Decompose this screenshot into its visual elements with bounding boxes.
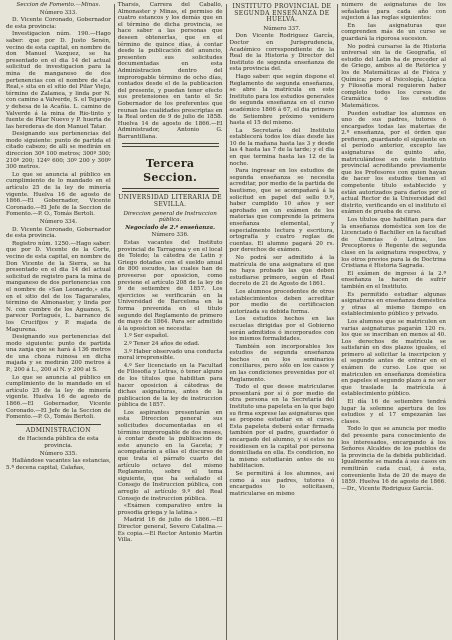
paragraph: número de asignaturas de los señaladas para cada año con sujecion á las reglas siguientes:	[341, 2, 447, 22]
paragraph: Todo el que desee matricularse presentará por sí ó por medio de otra persona en la Secretaría del Instituto una papeleta en la que bajo su firma exprese las asignaturas que se propone estudiar en el curso. Esta papeleta deberá estar firmada también por el padre, guardador ó encargado del alumno, y si estos no residiesen en la capital por persona domiciliada en ella. Es condicion, no la mismo estudiarán antes de su habilitacion.	[229, 384, 335, 470]
paragraph: Lo que se anuncia al público en cumplimiento de lo mandado en el artículo 25 de la ley de minería vigente. Huelva 16 de agosto de 1866.—El Gobernador, Vicente Coronado.—El Jefe de la Seccion de Fomento.—P. O., Tomás Bertoli.	[6, 374, 111, 421]
paragraph: Para ingresar en los estudios de segunda enseñanza se necesita acreditar, por medio de la partida de bautismo, que se acompañará á la solicitud en papel del sello 9.º, haber cumplido 10 años y ser aprobado en un exámen de los materias que comprende la primera enseñanza elemental, y especialmente lectura y escritura, ortografía y cuatro reglas de cuentas. El alumno pagará 20 rs. por derechos de exámen.	[229, 168, 335, 254]
section-subheading: de Hacienda pública de esta provincia.	[18, 436, 99, 449]
paragraph: Es permitido estudiar algunas asignaturas en enseñanza doméstica y otras al mismo tiempo en establecimiento público y privado.	[341, 291, 447, 318]
section-heading: ADMINISTRACION	[25, 426, 91, 434]
paragraph: No podrá ser admitido á la matrícula de una asignatura el que no haya probado las que deben estudiarse primero, según el Real decreto de 21 de Agosto de 1861.	[229, 254, 335, 288]
double-divider	[122, 143, 219, 147]
section-title: Tercera Seccion.	[143, 157, 198, 185]
paragraph: Registro núm. 1250.—Hago saber: que por D. Vicente de la Corte, vecino de esta capital, en nombre de Don Vicente de la Sierra, se ha presentado en el dia 14 del actual solicitud de registro para la mina de manganeso de dos pertenencias con el nombre de «San Leonardo,» sita en el sitio del de los Tagararales, término de Almonaster, y linda por N. con cumbre de los Aguanos, S. parecer Portugués, L. barranco de los Crucifijos y P. majada de Magurena.	[6, 240, 111, 333]
article-number: Número 336.	[151, 232, 189, 239]
paragraph: Designando sus pertenencias del modo siguiente: punto de partida una zanja que se hará á 136 metros de una choza ruinosa en dicha majada y se medirán 200 metros á P., 200 á L., 200 al N. y 200 al S.	[6, 334, 111, 374]
paragraph: D. Vicente Coronado, Gobernador de esta provincia:	[6, 17, 111, 30]
paragraph: No podrá cursarse la de Historia universal sin la de Geografía, el estudio del Latin ha de preceder al de Griego, ambos al de Retórica y los de Matemáticas al de Física y Química; pero el Psicología, Lógica y Filosofía moral requieren haber completo todos los cursos de Gramática ó los estudios Matemáticos.	[341, 43, 447, 109]
article-number: Número 334.	[39, 219, 78, 225]
paragraph: Los títulos que habilitan para dar la enseñanza doméstica son los de Licenciado ó Bachiller en la facultad de Ciencias ó Letras, los Preceptores ó Regente de segunda clase en la asignatura respectiva, y los otros previos para la de Doctrina Cristiana é Historia Sagrada.	[341, 217, 447, 270]
paragraph: Los estudios hechos en las escuelas dirigidas por el Gobierno serán admitidos ó incorporados con los mismos formalidades.	[229, 316, 335, 343]
paragraph: Don Vicente Rodriguez García, Doctor en Jurisprudencia, Académico correspondiente de la Real de la Historia y Director del Instituto de segunda enseñanza de esta provincia del.	[229, 33, 335, 73]
article-number: Número 335.	[39, 450, 78, 457]
list-item: 1.º Ser español.	[123, 333, 169, 340]
paragraph: Hago saber: que según dispone el Reglamento de segunda enseñanza, se abre la matrícula en este Instituto para los estudios generales de segunda enseñanza en el curso académico 1866 á 67, el dia primero de Setiembre próximo venidero hasta el 15 del mismo.	[229, 73, 335, 127]
list-item: 4.º Ser licenciado en la Facultad de Filosofía y Letras, ó tener alguno de los títulos que habilitan para hacer oposicion á cátedras de dichas asignaturas, antes de la publicacion de la ley de instruccion pública de 1857.	[117, 362, 223, 409]
paragraph: Pueden estudiar los alumnos en uno de sus padres, tutores ó encargados todas las materias de 2.ª enseñanza, por el órden que prefieren, guardando el siguiente en el período anterior, excepto las asignaturas de quinto año, matriculándose en este Instituto provincial acreditando previamente que los Profesores con quien hayan de hacer los estudios tienen el competente título establecido y están autorizados para darlos por el actual Rector de la Universidad del distrito, verificando en el instituto el exámen de prueba de curso.	[341, 110, 447, 216]
divider	[16, 424, 101, 425]
paragraph: Se permitirá á los alumnos, así como á sus padres, tutores ó encargados lo solicitasen, matricularse en mismo	[229, 470, 335, 497]
paragraph: Los alumnos procedentes de otros establecimientos deben acreditar por medio de certificacion autorizada su debida forma.	[229, 288, 335, 315]
paragraph: Todo lo que se anuncia por medio del presente para conocimiento de los interesados, encargando á los Señores Alcaldes de los pueblos de la provincia de la debida publicidad. Igualmente se manda á sus casos en remitirán cada cual, á esta, conveniente lista de 20 de mayo de 1859. Huelva 16 de agosto de 1866.—Dr., Vicente Rodriguez García.	[341, 426, 447, 492]
column-3	[228, 2, 337, 640]
paragraph: La Secretaría del Instituto establecerá todos los días desde las 10 de la mañana hasta las 3 y desde las 4 hasta las 7 de la tarde; y el dia en que termina hasta las 12 de la noche.	[229, 127, 335, 167]
paragraph: En las asignaturas que comprenden más de un curso se guardará la rigorosa sucesion.	[341, 22, 447, 42]
article-number: Número 337.	[263, 25, 301, 32]
column-2	[116, 2, 225, 640]
paragraph: Hallándose vacantes las estancias, 5.ª decena capital, Calañas,	[6, 458, 111, 471]
column-1	[4, 2, 113, 640]
column-separator	[337, 4, 338, 640]
list-item: 2.º Tener 24 años de edad.	[123, 340, 200, 347]
institution-heading: INSTITUTO PROVINCIAL DE SEGUNDA ENSEÑANZA DE HUELVA.	[232, 3, 332, 24]
article-number: Número 333.	[39, 9, 78, 16]
double-divider	[122, 188, 219, 192]
paragraph: Los alumnos que se matriculen en varias asignaturas pagarán 120 rs. los que se inscriban en menos al 40. Los derechos de matrícula se satisfarán en dos plazos iguales, el primero al solicitar la inscripcion y el segundo antes de entrar en el exámen de curso. Los que se matriculen en enseñanza doméstica en papeles el segundo plazo á no ser que traslade la matrícula á establecimiento público.	[341, 318, 447, 398]
institution-heading: UNIVERSIDAD LITERARIA DE SEVILLA.	[118, 194, 223, 209]
paragraph: Investigacion núm. 190.—Hago saber: que por D. Justo Senén, vecino de esta capital, en nombre de don Manuel Vazquez, se ha presentado en el dia 14 del actual solicitud de investigacion para la mina de manganeso de dos pertenencias con el nombre de «La Real,» sita en el sitio del Pilar Viejo, término de Zalamea, y linda por N. con camino a Valverde, S. el Tejarejo y dehesa de la Acañia. L. camino de Valverde á la mina de Rio-tinto y fuente de Pilar Nuevo y P. huerta de las herederas de don Manuel Tatar.	[6, 31, 111, 130]
paragraph: También son incorporables los estudios de segunda enseñanza hechos en los seminarios conciliares, pero sólo en los casos y en las condiciones prevenidas por el Reglamento.	[229, 343, 335, 383]
department-heading: Negociado de 2.ª enseñanza.	[125, 224, 216, 231]
directorate-heading: Direccion general de Instruccion pública.	[123, 210, 217, 224]
paragraph: D. Vicente Coronado, Gobernador de esta provincia.	[6, 226, 111, 240]
paragraph: Los aspirantes presentarán en esta Direccion general sus solicitudes documentadas en el término improrogable de dos meses, á contar desde la publicacion de este anuncio en la Gaceta; y acompañarán a ellas el discurso de que trata el párrafo cuarto del artículo octavo del mismo Reglamento, sobre el tema siguiente, que ha señalado el Consejo de Instruccion pública, con arreglo al artículo 9.º del Real Consejo de instruccion pública.	[117, 409, 223, 502]
paragraph: Tharsis, Carrera del Caballo, Almonaster y Minas, el permiso de cuatro estancos y los demás que en el término de dicha provincia, se hace saber a las personas que deseen obtenerlas, que en el término de quince días, á contar desde la publicación del anuncio, presenten sus solicitudes documentadas en esta Administracion dentro del improrogable término de ocho días, contados desde el de la publicacion del presente, y puedan tener efecto sus pretensiones en tanto el Sr. Gobernador de los preferentes que reunan las cualidades prescriptas en la Real orden de 9 de julio de 1858. Huelva 14 de agosto de 1866.—El Administrador, Antonio G. Barrantillana.	[117, 2, 223, 140]
paragraph: Estas vacantes del Instituto provincial de Tarragona y en el local de Toledo; la cátedra de Latin y Griego dotadas con el sueldo anual de 800 escudos, las cuales han de proveerse por oposicion, como previene el artículo 208 de la ley de 9 de setiembre de 1857. Los ejercicios se verificarán en la Universidad de Barcelona en la forma prevenida en el título segundo del Reglamento de primero de mayo de 1864. Para ser admitido á la oposicion se necesita:	[117, 240, 223, 332]
section-header: Seccion de Fomento.—Minas.	[16, 2, 101, 8]
list-item: 3.º Haber observado una conducta moral irreprensible.	[117, 348, 223, 362]
signature: Madrid 16 de julio de 1866.—El Director general, Severo Catalina.—Es copia.—El Rector Antonio Martin Villa.	[117, 517, 223, 544]
column-separator	[226, 4, 227, 640]
column-separator	[114, 4, 115, 640]
column-4	[339, 2, 448, 640]
paragraph: El exámen de ingreso á la 2.ª enseñanza la hacen de sufrir también en el Instituto.	[341, 270, 447, 290]
paragraph: El día 16 de setiembre tendrá lugar la solemne apertura de los estudios y el 17 empezarán las clases.	[341, 399, 447, 425]
paragraph: «Exámen comparativo entre la prosodia griega y la latina.»	[117, 503, 223, 516]
paragraph: Lo que se anuncia al público en cumplimiento de lo mandado en el artículo 25 de la ley de minería vigente. Huelva 16 de agosto de 1866.—El Gobernador, Vicente Coronado.—El Jefe de la Seccion de Fomento.—P. O., Tomás Bertoli.	[6, 171, 111, 218]
paragraph: Designando sus pertenencias del modo siguiente: punto de partida el citado cabezo; de allí se medirán en direccion 30º 100 metros; 300º 300; 210º 200; 124º 600; 30º 200 y 300º 300 metros.	[6, 131, 111, 171]
